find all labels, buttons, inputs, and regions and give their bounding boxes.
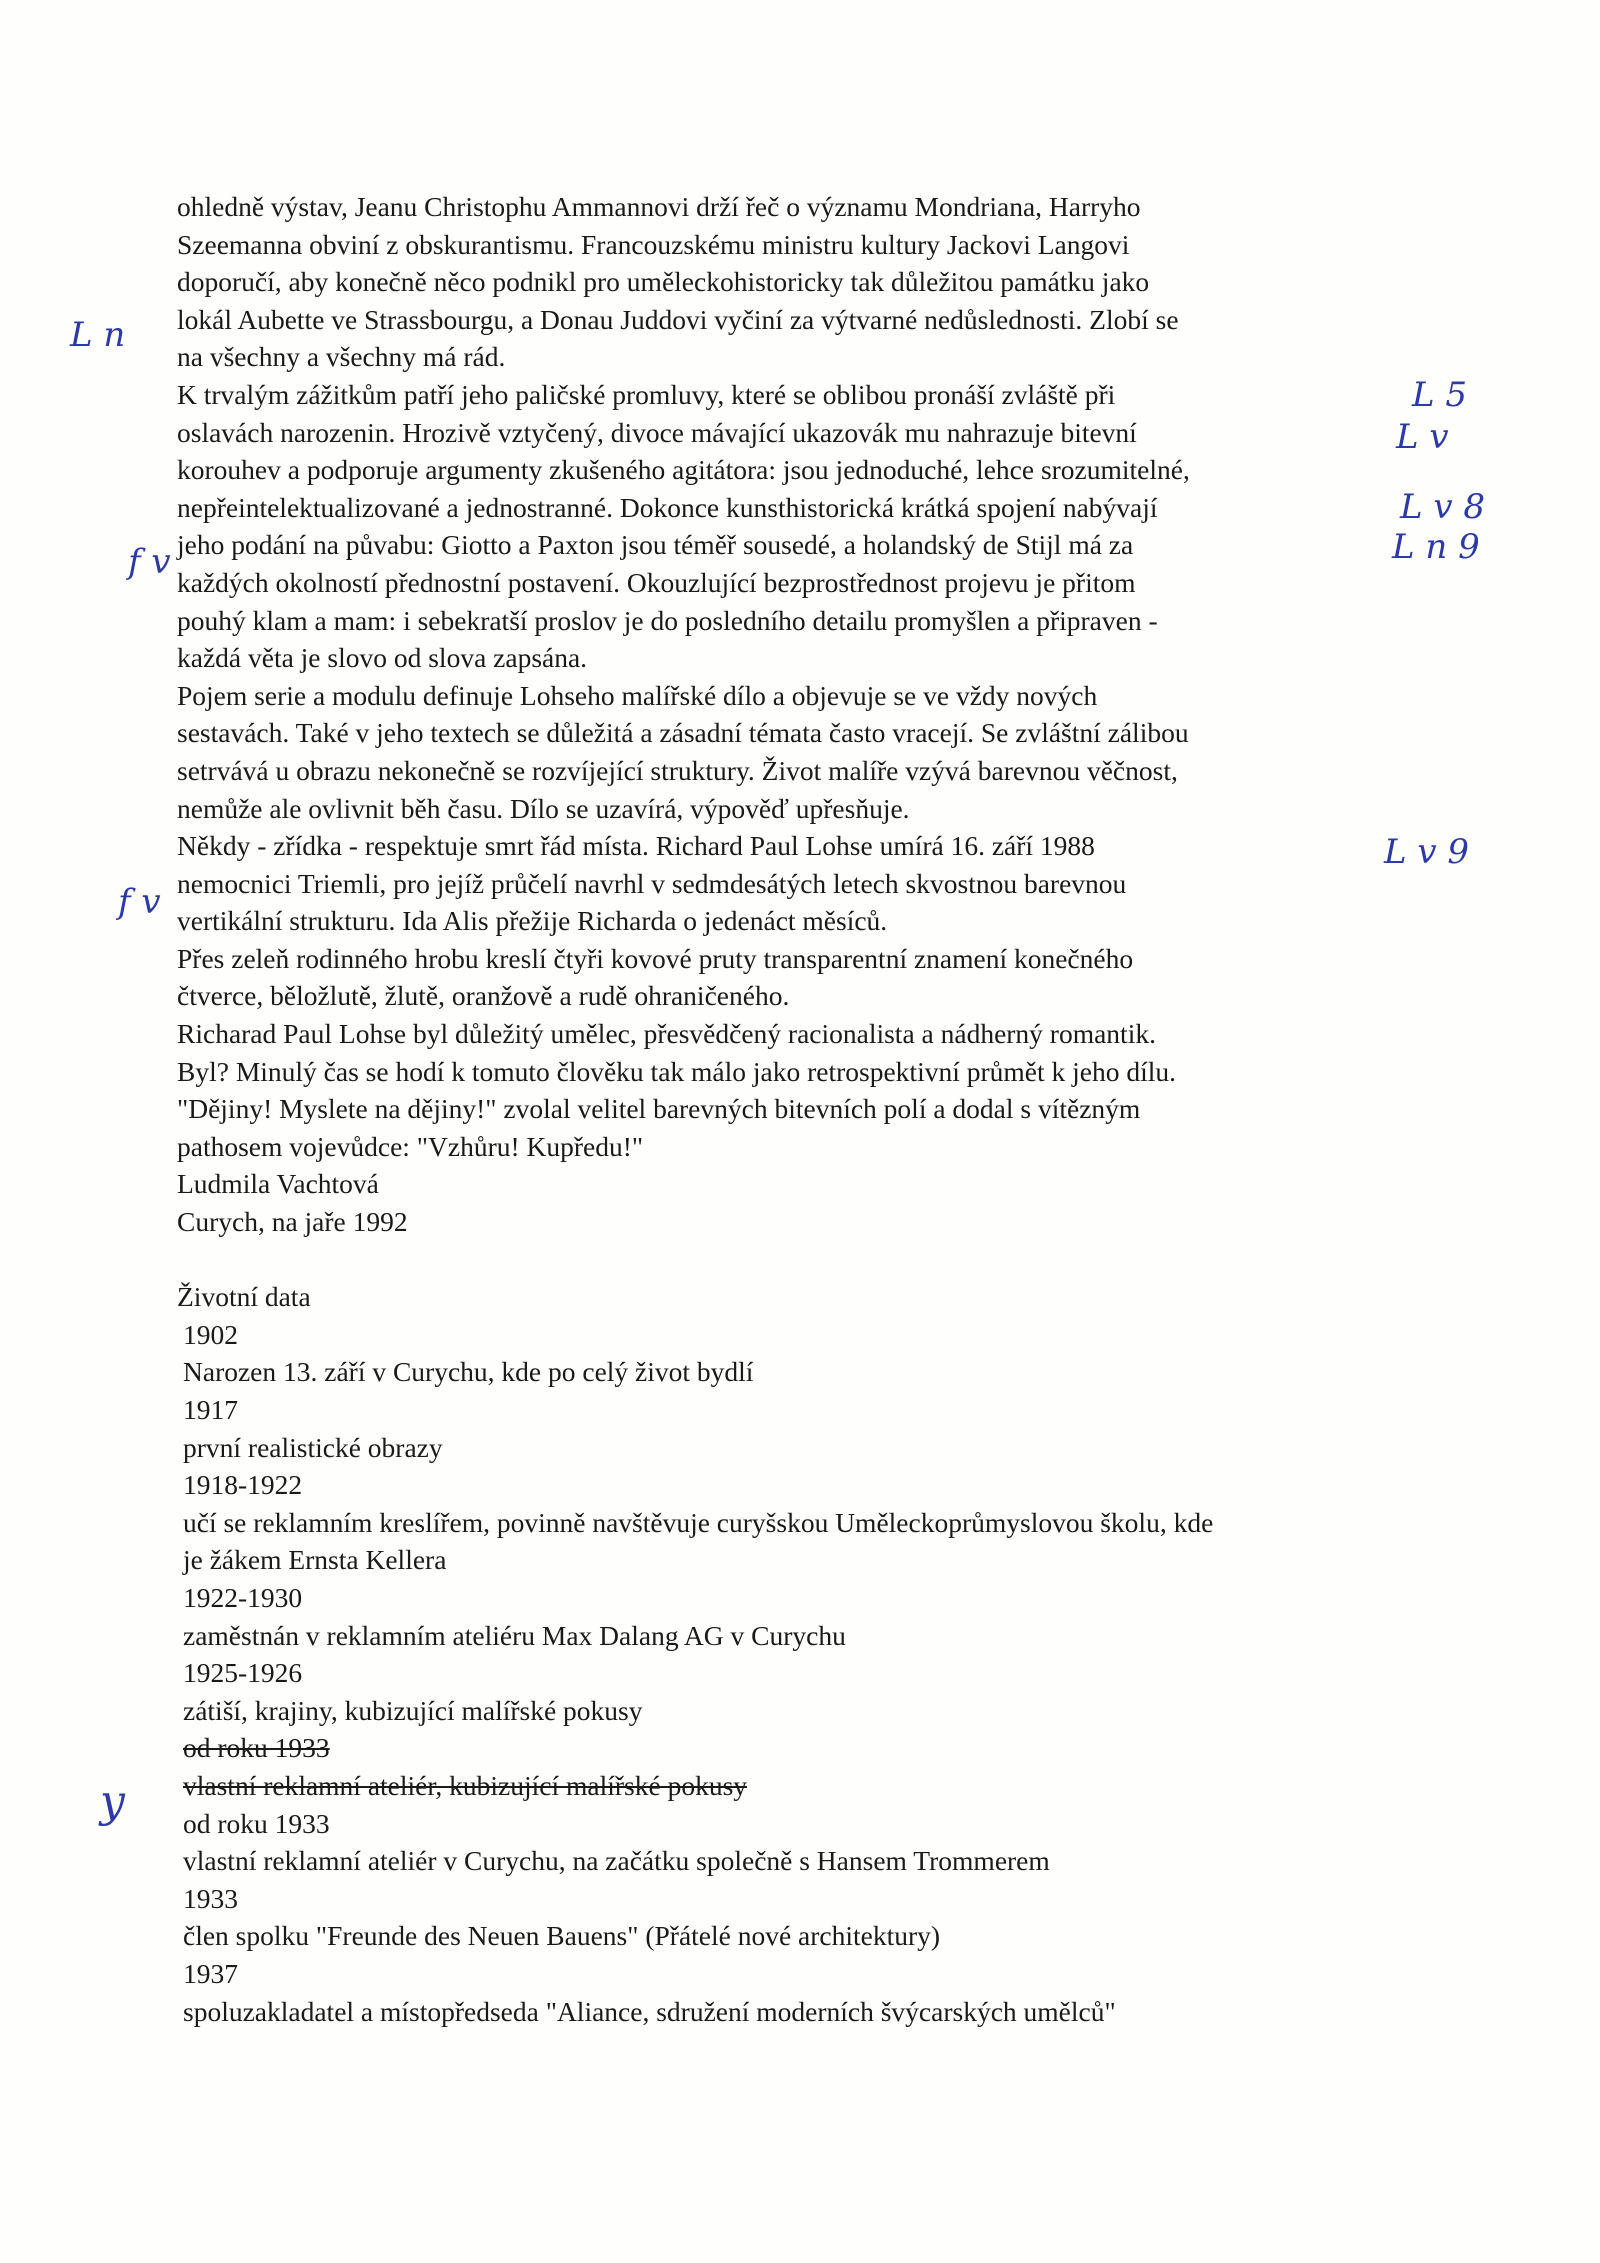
text-line: ohledně výstav, Jeanu Christophu Ammannovi drží řeč o významu Mondriana, Harryho — [177, 191, 1141, 222]
text-line: Přes zeleň rodinného hrobu kreslí čtyři kovové pruty transparentní znamení konečného — [177, 942, 1134, 974]
text-line: Pojem serie a modulu definuje Lohseho malířské dílo a objevuje se ve vždy nových — [177, 679, 1098, 711]
margin-annotation: L n — [70, 315, 126, 355]
text-line: nepřeintelektualizované a jednostranné. Dokonce kunsthistorická krátká spojení nabývají — [177, 491, 1158, 523]
bio-text: zaměstnán v reklamním ateliéru Max Dalang AG v Curychu — [183, 1619, 846, 1651]
bio-text: první realistické obrazy — [183, 1431, 443, 1463]
bio-year: 1902 — [183, 1318, 238, 1350]
bio-list — [177, 1316, 1477, 2030]
margin-annotation: y — [100, 1776, 125, 1827]
bio-text: člen spolku "Freunde des Neuen Bauens" (Přátelé nové architektury) — [183, 1920, 941, 1952]
text-line: Richarad Paul Lohse byl důležitý umělec, přesvědčený racionalista a nádherný romantik. — [177, 1018, 1156, 1050]
place-date: Curych, na jaře 1992 — [177, 1206, 408, 1238]
paragraph-6 — [177, 1015, 1477, 1165]
bio-year: 1937 — [183, 1957, 238, 1989]
text-line: pathosem vojevůdce: "Vzhůru! Kupředu!" — [177, 1130, 644, 1162]
margin-annotation: L v 9 — [1384, 832, 1470, 872]
bio-text: spoluzakladatel a místopředseda "Aliance, sdružení moderních švýcarských umělců" — [183, 1995, 1116, 2027]
bio-year: 1925-1926 — [183, 1657, 303, 1689]
text-line: pouhý klam a mam: i sebekratší proslov je do posledního detailu promyšlen a připraven - — [177, 604, 1158, 636]
bio-text: Narozen 13. září v Curychu, kde po celý život bydlí — [183, 1356, 754, 1388]
margin-annotation: L n 9 — [1392, 527, 1480, 567]
paragraph-5 — [177, 940, 1477, 1015]
text-line: vertikální strukturu. Ida Alis přežije Richarda o jedenáct měsíců. — [177, 905, 888, 937]
text-line: korouhev a podporuje argumenty zkušeného agitátora: jsou jednoduché, lehce srozumitelné, — [177, 454, 1190, 486]
margin-annotation: L v 8 — [1400, 487, 1486, 527]
paragraph-1 — [177, 188, 1477, 376]
bio-year: 1933 — [183, 1882, 238, 1914]
paragraph-4 — [177, 827, 1477, 940]
bio-year: 1918-1922 — [183, 1469, 303, 1501]
margin-annotation: f v — [118, 882, 161, 922]
text-line: na všechny a všechny má rád. — [177, 341, 506, 373]
text-line: Szeemanna obviní z obskurantismu. Francouzskému ministru kultury Jackovi Langovi — [177, 228, 1130, 260]
text-line: lokál Aubette ve Strassbourgu, a Donau Juddovi vyčiní za výtvarné nedůslednosti. Zlobí se — [177, 303, 1179, 335]
bio-year: 1917 — [183, 1394, 238, 1425]
bio-year: 1922-1930 — [183, 1581, 303, 1613]
margin-annotation: L v — [1396, 417, 1449, 457]
bio-text: vlastní reklamní ateliér v Curychu, na začátku společně s Hansem Trommerem — [183, 1845, 1050, 1877]
text-line: doporučí, aby konečně něco podnikl pro uměleckohistoricky tak důležitou památku jako — [177, 266, 1150, 298]
paragraph-3 — [177, 677, 1477, 827]
text-line: sestavách. Také v jeho textech se důležitá a zásadní témata často vracejí. Se zvláštní zálibou — [177, 717, 1189, 749]
text-line: Někdy - zřídka - respektuje smrt řád místa. Richard Paul Lohse umírá 16. září 1988 — [177, 830, 1095, 862]
text-line: každých okolností přednostní postavení. Okouzlující bezprostřednost projevu je přitom — [177, 566, 1136, 598]
text-line: nemůže ale ovlivnit běh času. Dílo se uzavírá, výpověď upřesňuje. — [177, 792, 910, 824]
bio-text: zátiší, krajiny, kubizující malířské pokusy — [183, 1694, 643, 1726]
signature: Ludmila Vachtová — [177, 1168, 379, 1200]
text-line: setrvává u obrazu nekonečně se rozvíjející struktury. Život malíře vzývá barevnou věčnost, — [177, 754, 1178, 786]
bio-text-struck: vlastní reklamní ateliér, kubizující malířské pokusy — [183, 1769, 748, 1801]
bio-heading: Životní data — [177, 1281, 311, 1313]
text-line: nemocnici Triemli, pro jejíž průčelí navrhl v sedmdesátých letech skvostnou barevnou — [177, 867, 1127, 899]
text-line: K trvalým zážitkům patří jeho paličské promluvy, které se oblibou pronáší zvláště při — [177, 378, 1116, 410]
paragraph-2 — [177, 376, 1477, 677]
bio-year: od roku 1933 — [183, 1807, 330, 1839]
margin-annotation: L 5 — [1412, 375, 1468, 415]
bio-year-struck: od roku 1933 — [183, 1732, 330, 1764]
text-line: každá věta je slovo od slova zapsána. — [177, 642, 588, 674]
margin-annotation: f v — [128, 542, 171, 582]
text-line: jeho podání na půvabu: Giotto a Paxton jsou téměř sousedé, a holandský de Stijl má za — [177, 529, 1134, 561]
text-line: Byl? Minulý čas se hodí k tomuto člověku tak málo jako retrospektivní průmět k jeho dílu. — [177, 1055, 1176, 1087]
text-line: "Dějiny! Myslete na dějiny!" zvolal velitel barevných bitevních polí a dodal s vítězným — [177, 1093, 1141, 1125]
bio-text: učí se reklamním kreslířem, povinně navštěvuje curyšskou Uměleckoprůmyslovou školu, kde — [183, 1506, 1214, 1538]
bio-text: je žákem Ernsta Kellera — [183, 1544, 447, 1576]
document-body — [177, 188, 1477, 2030]
spacer — [177, 1241, 1477, 1279]
text-line: čtverce, běložlutě, žlutě, oranžově a rudě ohraničeného. — [177, 980, 790, 1012]
text-line: oslavách narozenin. Hrozivě vztyčený, divoce mávající ukazovák mu nahrazuje bitevní — [177, 416, 1137, 448]
